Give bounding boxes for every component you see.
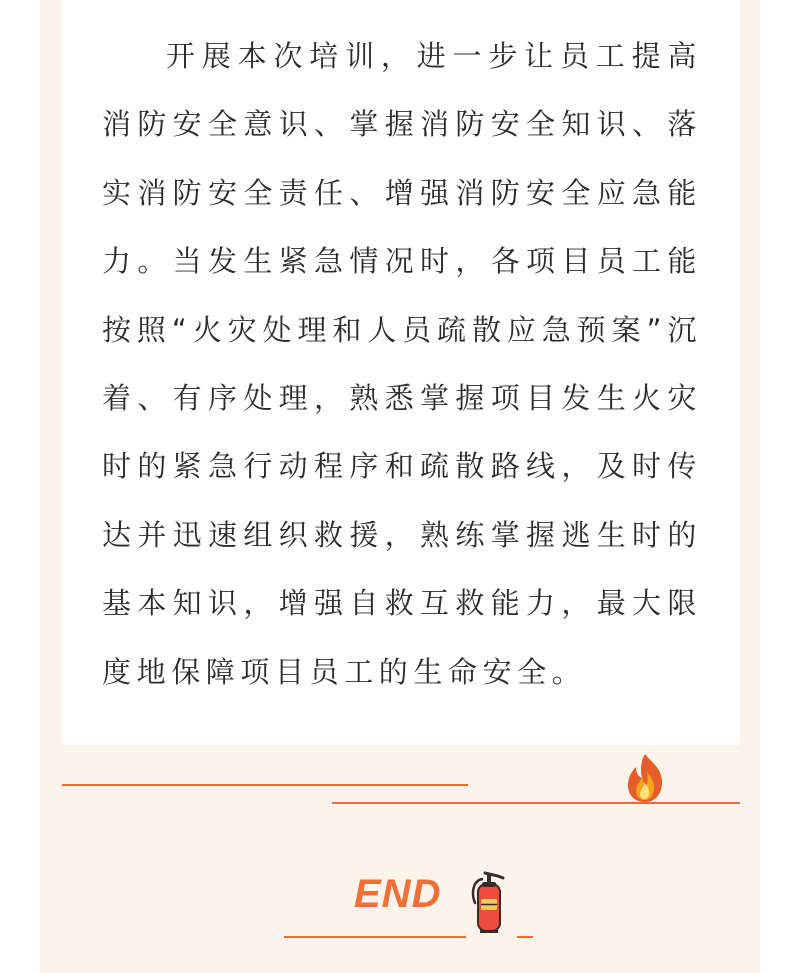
end-underline-left bbox=[284, 936, 466, 938]
training-paragraph: 开展本次培训，进一步让员工提高消防安全意识、掌握消防安全知识、落实消防安全责任、增强消防安全应急能力。当发生紧急情况时，各项目员工能按照“火灾处理和人员疏散应急预案”沉着、有序处理，熟悉掌握项目发生火灾时的紧急行动程序和疏散路线，及时传达并迅速组织救援，熟练掌握逃生时的基本知识，增强自救互救能力，最大限度地保障项目员工的生命安全。 bbox=[102, 39, 702, 689]
decorative-line-left bbox=[62, 784, 468, 786]
decorative-line-right bbox=[332, 802, 740, 804]
fire-icon bbox=[624, 752, 666, 804]
fire-extinguisher-icon bbox=[465, 868, 513, 938]
end-underline-right bbox=[517, 936, 533, 938]
end-label: END bbox=[354, 872, 442, 916]
